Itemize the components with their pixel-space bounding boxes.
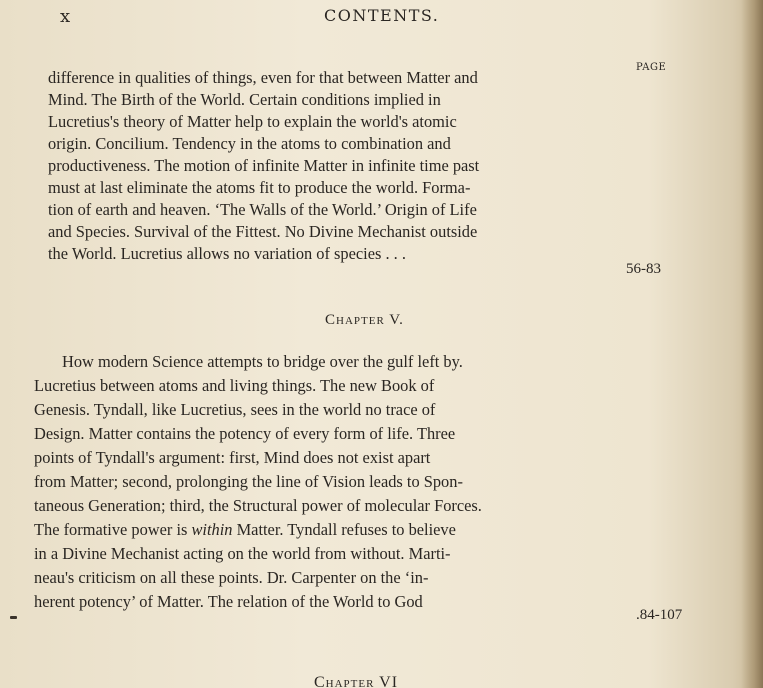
entry-line: Genesis. Tyndall, like Lucretius, sees in the world no trace of <box>34 400 436 419</box>
page-column-label: PAGE <box>636 62 667 73</box>
entry-line: the World. Lucretius allows no variation of species . . . <box>48 244 406 263</box>
entry-line: Design. Matter contains the potency of every form of life. Three <box>34 424 456 443</box>
entry-line: tion of earth and heaven. ‘The Walls of the World.’ Origin of Life <box>48 200 477 219</box>
entry-line: How modern Science attempts to bridge over the gulf left by. <box>62 352 463 371</box>
entry-line: productiveness. The motion of infinite Matter in infinite time past <box>48 156 480 175</box>
entry-line-text: Matter. Tyndall refuses to believe <box>232 520 456 539</box>
entry-line: and Species. Survival of the Fittest. No Divine Mechanist outside <box>48 222 478 241</box>
entry-line: origin. Concilium. Tendency in the atoms to combination and <box>48 134 451 153</box>
entry-line <box>34 520 456 540</box>
entry-line: neau's criticism on all these points. Dr. Carpenter on the ‘in- <box>34 568 429 587</box>
contents-entry-chapter-v <box>34 352 654 652</box>
entry-line: points of Tyndall's argument: first, Mind does not exist apart <box>34 448 431 467</box>
page-range: .84-107 <box>636 607 683 623</box>
chapter-heading-partial: Chapter VI <box>314 674 399 688</box>
entry-line: Lucretius between atoms and living things. The new Book of <box>34 376 435 395</box>
entry-line: herent potency’ of Matter. The relation of the World to God <box>34 592 423 611</box>
page-number-roman: x <box>60 6 72 27</box>
entry-line: Lucretius's theory of Matter help to explain the world's atomic <box>48 112 457 131</box>
entry-line: must at last eliminate the atoms fit to produce the world. Forma- <box>48 178 471 197</box>
page-binding-shadow <box>741 0 763 688</box>
entry-line: difference in qualities of things, even for that between Matter and <box>48 68 478 87</box>
margin-mark <box>10 616 17 619</box>
entry-line: Mind. The Birth of the World. Certain conditions implied in <box>48 90 441 109</box>
entry-line-text: The formative power is <box>34 520 188 539</box>
running-head-title: CONTENTS. <box>324 6 440 25</box>
italic-word: within <box>191 520 233 539</box>
page-range: 56-83 <box>626 261 661 277</box>
entry-line: from Matter; second, prolonging the line of Vision leads to Spon- <box>34 472 463 491</box>
chapter-heading: Chapter V. <box>325 312 404 328</box>
entry-line: taneous Generation; third, the Structural power of molecular Forces. <box>34 496 482 515</box>
entry-line: in a Divine Mechanist acting on the world from without. Marti- <box>34 544 451 563</box>
contents-entry-chapter-iv <box>48 68 648 288</box>
